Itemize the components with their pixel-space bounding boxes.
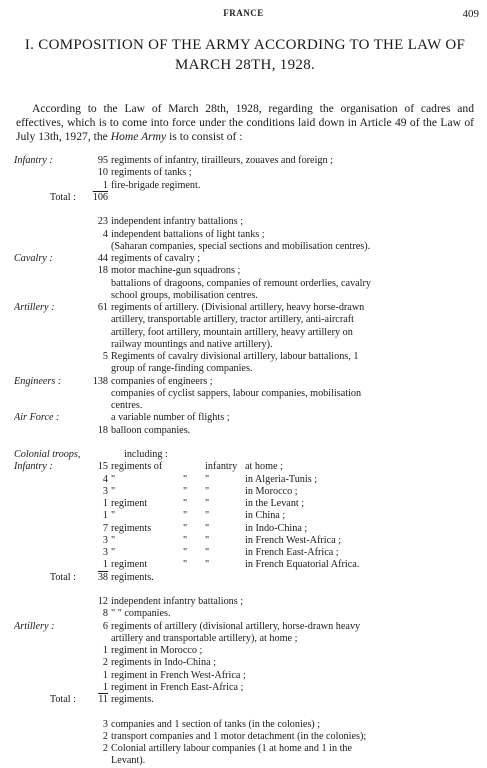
row-label: [14, 596, 84, 608]
row-text: companies of engineers ;: [111, 375, 213, 387]
row-unit: ": [111, 547, 116, 558]
table-row: [14, 339, 480, 351]
row-number: 5: [102, 351, 108, 362]
row-text: Colonial artillery labour companies (1 at home and 1 in the: [111, 743, 353, 754]
row-unit: regiments: [111, 522, 152, 534]
row-text: [111, 584, 477, 596]
row-number: 3: [102, 547, 108, 558]
row-number: 2: [102, 743, 108, 754]
row-number: 1: [102, 681, 108, 693]
row-arm: infantry: [205, 461, 238, 473]
row-text: regiments of artillery. (Divisional artillery, heavy horse-drawn: [111, 302, 365, 313]
table-row: [14, 229, 480, 241]
row-number: [84, 584, 111, 596]
table-row: [14, 412, 480, 424]
row-label: [14, 755, 84, 767]
row-label: [14, 204, 84, 216]
row-place: at home ;: [245, 461, 283, 473]
table-row: [14, 155, 480, 167]
row-label: [14, 314, 84, 326]
row-label: [14, 547, 84, 559]
row-number: 11: [98, 694, 108, 705]
row-unit: ": [111, 473, 116, 485]
row-number: 3: [102, 718, 108, 730]
row-unit: regiment: [111, 498, 148, 509]
row-number: 23: [97, 216, 108, 228]
row-number: 1: [102, 179, 108, 191]
row-text: artillery, foot artillery, mountain artillery, heavy artillery on: [111, 326, 353, 338]
row-label: Infantry :: [14, 155, 53, 166]
table-row: [14, 241, 480, 253]
row-number: [84, 633, 111, 645]
row-arm: ": [205, 522, 210, 534]
row-arm: ": [205, 547, 210, 558]
colonial-infantry-row: [14, 461, 480, 473]
row-label: Total :: [49, 191, 76, 203]
row-number: 1: [102, 510, 108, 522]
colonial-infantry-row: [14, 510, 480, 522]
table-row: [14, 363, 480, 375]
row-text: regiments of infantry, tirailleurs, zouaves and foreign ;: [111, 155, 333, 166]
row-place: in French Equatorial Africa.: [245, 559, 360, 571]
row-label: [14, 400, 84, 412]
table-row: [14, 265, 480, 277]
row-label: [14, 265, 84, 277]
table-row: [14, 572, 480, 584]
row-number: [84, 314, 111, 326]
row-number: 1: [102, 645, 108, 656]
row-number: [84, 363, 111, 375]
row-label: [14, 633, 84, 645]
row-label: [14, 216, 84, 228]
table-row: [14, 719, 480, 731]
row-number: [84, 706, 111, 718]
row-text: (Saharan companies, special sections and mobilisation centres).: [111, 240, 371, 252]
row-number: [84, 339, 111, 351]
row-label: [14, 719, 84, 731]
composition-table: [14, 155, 480, 768]
row-label: [14, 339, 84, 351]
row-of: ": [183, 473, 188, 485]
row-of: ": [183, 559, 188, 571]
row-label: [14, 474, 84, 486]
row-number: [84, 400, 111, 412]
row-number: 106: [92, 191, 108, 203]
row-label: [14, 278, 84, 290]
row-place: in French West-Africa ;: [245, 534, 342, 546]
row-place: in China ;: [245, 510, 286, 522]
row-text: transport companies and 1 motor detachment (in the colonies);: [111, 730, 367, 742]
row-number: 3: [102, 534, 108, 546]
row-label: [14, 535, 84, 547]
colonial-text: including :: [124, 449, 168, 460]
row-text: companies of cyclist sappers, labour companies, mobilisation: [111, 387, 362, 399]
row-text: balloon companies.: [111, 424, 191, 436]
row-label: [14, 657, 84, 669]
section-heading: I. COMPOSITION OF THE ARMY ACCORDING TO THE LAW OF MARCH 28TH, 1928.: [24, 37, 466, 73]
row-label: [14, 523, 84, 535]
row-number: 7: [102, 522, 108, 534]
row-number: [84, 412, 111, 424]
row-text: battalions of dragoons, companies of remount orderlies, cavalry: [111, 277, 371, 289]
table-row: [14, 731, 480, 743]
row-unit: regiment: [111, 559, 148, 571]
row-text: regiment in French West-Africa ;: [111, 669, 246, 681]
row-label: [14, 498, 84, 510]
page-number: 409: [462, 8, 479, 20]
row-label: [14, 437, 84, 449]
row-unit: regiments of: [111, 461, 163, 473]
row-label: [14, 584, 84, 596]
row-text: [111, 510, 480, 522]
table-row: [14, 278, 480, 290]
row-text: [111, 204, 477, 216]
row-of: ": [183, 522, 188, 534]
row-text: [111, 192, 480, 204]
row-number: [84, 290, 111, 302]
row-text: [111, 706, 477, 718]
table-row: [14, 253, 480, 265]
row-text: regiment in French East-Africa ;: [111, 681, 244, 693]
row-number: [84, 755, 111, 767]
row-number: 38: [97, 571, 108, 583]
row-arm: ": [205, 559, 210, 571]
row-unit: ": [111, 510, 116, 522]
intro-text-before: According to the Law of March 28th, 1928, regarding the organisation of cadres and effectives, which is to come into force under the conditions laid down in Article 49 of the Law of July 13th, 1927, the: [16, 101, 474, 143]
row-number: 3: [102, 485, 108, 497]
row-number: 10: [97, 167, 108, 179]
colonial-infantry-row: [14, 535, 480, 547]
table-row: [14, 180, 480, 192]
row-label: Air Force :: [14, 412, 60, 424]
row-number: 18: [97, 424, 108, 436]
row-place: in Algeria-Tunis ;: [245, 473, 318, 485]
table-row: [14, 596, 480, 608]
row-number: [84, 204, 111, 216]
row-label: Infantry :: [14, 461, 53, 473]
row-label: [14, 731, 84, 743]
row-label: [14, 327, 84, 339]
row-text: [111, 547, 480, 559]
row-label: [14, 180, 84, 192]
row-number: 61: [97, 302, 108, 313]
row-label: Artillery :: [14, 302, 55, 313]
row-arm: ": [205, 498, 210, 509]
row-text: school groups, mobilisation centres.: [111, 289, 258, 301]
row-text: [111, 559, 480, 571]
row-number: 2: [102, 657, 108, 669]
row-label: Cavalry :: [14, 253, 53, 264]
table-row: [14, 645, 480, 657]
colonial-infantry-row: [14, 486, 480, 498]
row-number: 1: [102, 498, 108, 509]
row-label: [14, 167, 84, 179]
row-text: [111, 474, 480, 486]
row-place: in the Levant ;: [245, 498, 305, 509]
row-text: centres.: [111, 400, 143, 411]
row-text: regiments in Indo-China ;: [111, 657, 216, 669]
table-row: [14, 314, 480, 326]
row-unit: ": [111, 485, 116, 497]
row-arm: ": [205, 473, 210, 485]
row-arm: ": [205, 510, 210, 522]
row-label: [14, 351, 84, 363]
row-text: [111, 461, 480, 473]
table-row: [14, 682, 480, 694]
table-row: [14, 290, 480, 302]
row-of: ": [183, 547, 188, 558]
row-arm: ": [205, 485, 210, 497]
row-label: [14, 608, 84, 620]
row-of: ": [183, 534, 188, 546]
colonial-infantry-row: [14, 498, 480, 510]
row-number: 138: [92, 375, 108, 387]
row-text: artillery, transportable artillery, tractor artillery, anti-aircraft: [111, 314, 354, 326]
row-label: [14, 388, 84, 400]
row-text: independent infantry battalions ;: [111, 216, 244, 228]
colonial-label: Colonial troops,: [14, 449, 81, 460]
row-text: regiments of tanks ;: [111, 167, 192, 179]
table-row: [14, 584, 480, 596]
row-label: [14, 486, 84, 498]
row-place: in Morocco ;: [245, 485, 298, 497]
row-text: independent battalions of light tanks ;: [111, 228, 265, 240]
row-label: [14, 290, 84, 302]
table-row: [14, 400, 480, 412]
row-of: ": [183, 510, 188, 522]
table-row: [14, 192, 480, 204]
row-text: independent infantry battalions ;: [111, 596, 244, 607]
table-row: [14, 388, 480, 400]
table-row: [14, 327, 480, 339]
row-number: 15: [97, 461, 108, 473]
table-row: [14, 167, 480, 179]
running-head-title: FRANCE: [223, 8, 264, 18]
table-row: [14, 694, 480, 706]
row-label: Total :: [49, 694, 76, 705]
row-label: [14, 229, 84, 241]
table-row: [14, 743, 480, 755]
row-number: [84, 437, 111, 449]
row-label: [14, 682, 84, 694]
colonial-infantry-row: [14, 559, 480, 571]
row-text: Levant).: [111, 755, 146, 767]
table-row: [14, 706, 480, 718]
intro-paragraph: [16, 102, 474, 144]
row-label: [14, 510, 84, 522]
row-number: [84, 241, 111, 253]
row-number: 1: [102, 669, 108, 681]
row-number: 2: [102, 730, 108, 742]
row-text: fire-brigade regiment.: [111, 179, 201, 191]
row-number: [84, 388, 111, 400]
row-number: 44: [97, 253, 108, 264]
row-text: a variable number of flights ;: [111, 412, 230, 424]
table-row: [14, 425, 480, 437]
row-number: 6: [102, 620, 108, 632]
row-arm: ": [205, 534, 210, 546]
row-number: 95: [97, 155, 108, 166]
row-label: Engineers :: [14, 375, 62, 387]
row-text: [111, 535, 480, 547]
row-label: [14, 706, 84, 718]
row-text: motor machine-gun squadrons ;: [111, 265, 241, 277]
row-label: [14, 743, 84, 755]
row-unit: ": [111, 534, 116, 546]
row-text: regiments.: [111, 571, 154, 583]
table-row: [14, 608, 480, 620]
row-text: regiments.: [111, 694, 154, 705]
row-of: ": [183, 485, 188, 497]
row-text: " " companies.: [111, 608, 171, 620]
row-label: [14, 241, 84, 253]
colonial-infantry-row: [14, 523, 480, 535]
row-label: Artillery :: [14, 620, 55, 632]
table-row: [14, 670, 480, 682]
running-head: [0, 8, 487, 22]
row-label: [14, 425, 84, 437]
row-text: companies and 1 section of tanks (in the colonies) ;: [111, 718, 321, 730]
table-row: [14, 657, 480, 669]
row-text: railway mountings and native artillery).: [111, 338, 273, 350]
row-text: [111, 486, 480, 498]
table-row: [14, 216, 480, 228]
row-label: [14, 363, 84, 375]
row-of: ": [183, 498, 188, 509]
row-number: [84, 278, 111, 290]
row-text: group of range-finding companies.: [111, 363, 253, 375]
row-number: 1: [102, 559, 108, 571]
row-label: Total :: [49, 571, 76, 583]
table-row: [14, 621, 480, 633]
table-row: [14, 204, 480, 216]
row-label: [14, 559, 84, 571]
table-row: [14, 351, 480, 363]
row-text: regiment in Morocco ;: [111, 645, 203, 656]
table-row: [14, 437, 480, 449]
colonial-infantry-row: [14, 474, 480, 486]
row-number: 4: [102, 228, 108, 240]
row-text: Regiments of cavalry divisional artillery, labour battalions, 1: [111, 351, 359, 362]
row-text: [111, 437, 477, 449]
row-number: 18: [97, 265, 108, 277]
row-label: [14, 670, 84, 682]
row-number: 12: [97, 596, 108, 607]
intro-text-after: is to consist of :: [166, 129, 243, 143]
row-text: artillery and transportable artillery), at home ;: [111, 632, 298, 644]
row-text: [111, 498, 480, 510]
table-row: [14, 376, 480, 388]
row-text: regiments of artillery (divisional artillery, horse-drawn heavy: [111, 620, 361, 632]
intro-emphasis: Home Army: [110, 129, 167, 143]
table-row: [14, 302, 480, 314]
row-text: regiments of cavalry ;: [111, 253, 201, 264]
row-place: in French East-Africa ;: [245, 547, 339, 558]
row-place: in Indo-China ;: [245, 522, 308, 534]
row-number: [84, 327, 111, 339]
row-number: 8: [102, 608, 108, 620]
colonial-header-row: [14, 449, 480, 461]
row-text: [111, 523, 480, 535]
table-row: [14, 755, 480, 767]
table-row: [14, 633, 480, 645]
colonial-infantry-row: [14, 547, 480, 559]
row-label: [14, 645, 84, 657]
row-number: 4: [102, 473, 108, 485]
